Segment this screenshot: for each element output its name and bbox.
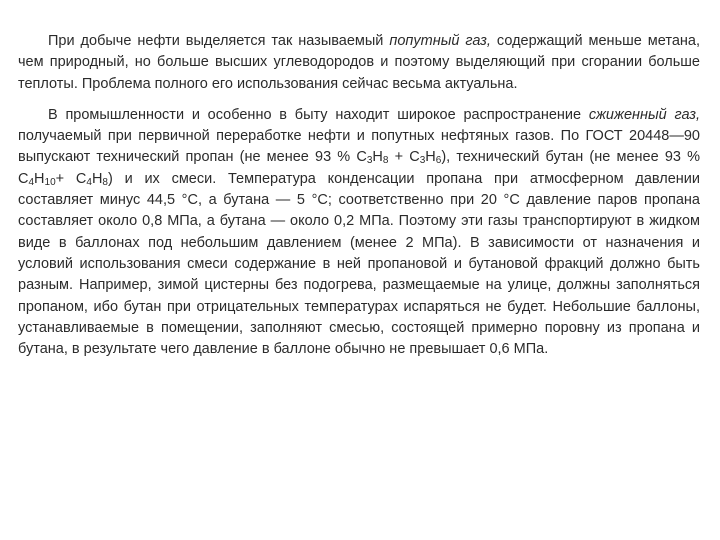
p1-lead: При добыче нефти выделяется так называемый bbox=[48, 33, 390, 49]
p2-text: ), технический бутан (не менее 93 % С bbox=[18, 149, 700, 187]
p2-text: Н bbox=[425, 149, 436, 166]
subscript: 6 bbox=[435, 155, 442, 167]
subscript: 8 bbox=[382, 155, 389, 167]
p2-lead: В промышленности и особенно в быту находит широкое распространение bbox=[48, 106, 589, 123]
subscript: 3 bbox=[419, 155, 426, 167]
subscript: 4 bbox=[28, 176, 35, 188]
p2-text: ) и их смеси. Температура конденсации пропана при атмосферном давлении составляет минус 44,5 °С, а бутана — 5 °С; соответственно при 20 °С давление паров пропана составляет около 0,8 МПа, а бутана — около 0,2 МПа. Поэтому эти газы транспортируют в жидком виде в баллонах под небольшим давлением (менее 2 МПа). В зависимости от назначения и условий использования смеси содержание в ней пропановой и бутановой фракций должно быть разным. Например, зимой цистерны без подогрева, размещаемые на улице, должны заполняться пропаном, ибо бутан при отрицательных температурах испаряться не будет. Небольшие баллоны, устанавливаемые в помещении, заполняют смесью, состоящей примерно поровну из пропана и бутана, в результате чего давление в баллоне обычно не превышает 0,6 МПа. bbox=[18, 170, 701, 358]
subscript: 10 bbox=[44, 176, 56, 188]
term-associated-gas: попутный газ, bbox=[389, 33, 491, 49]
subscript: 8 bbox=[102, 176, 108, 188]
p2-text: получаемый при первичной переработке нефти и попутных нефтяных газов. По ГОСТ 20448—90 выпускают технический пропан (не менее 93 % С bbox=[18, 128, 700, 166]
p2-text: + С bbox=[388, 149, 420, 166]
term-liquefied-gas: сжиженный газ, bbox=[588, 106, 700, 123]
p2-text: Н bbox=[34, 170, 45, 187]
p2-text: Н bbox=[91, 170, 103, 187]
text-block bbox=[18, 31, 700, 370]
p2-text: + С bbox=[55, 170, 87, 187]
paragraph-liquefied-gas bbox=[18, 105, 700, 361]
p1-rest: содержащий меньше метана, чем природный, но больше высших углеводородов и поэтому выделяющий при сгорании больше теплоты. Проблема полного его использования сейчас весьма актуальна. bbox=[18, 33, 700, 92]
subscript: 4 bbox=[86, 176, 92, 188]
p2-text: Н bbox=[372, 149, 383, 166]
subscript: 3 bbox=[366, 155, 373, 167]
paragraph-associated-gas bbox=[18, 31, 700, 95]
